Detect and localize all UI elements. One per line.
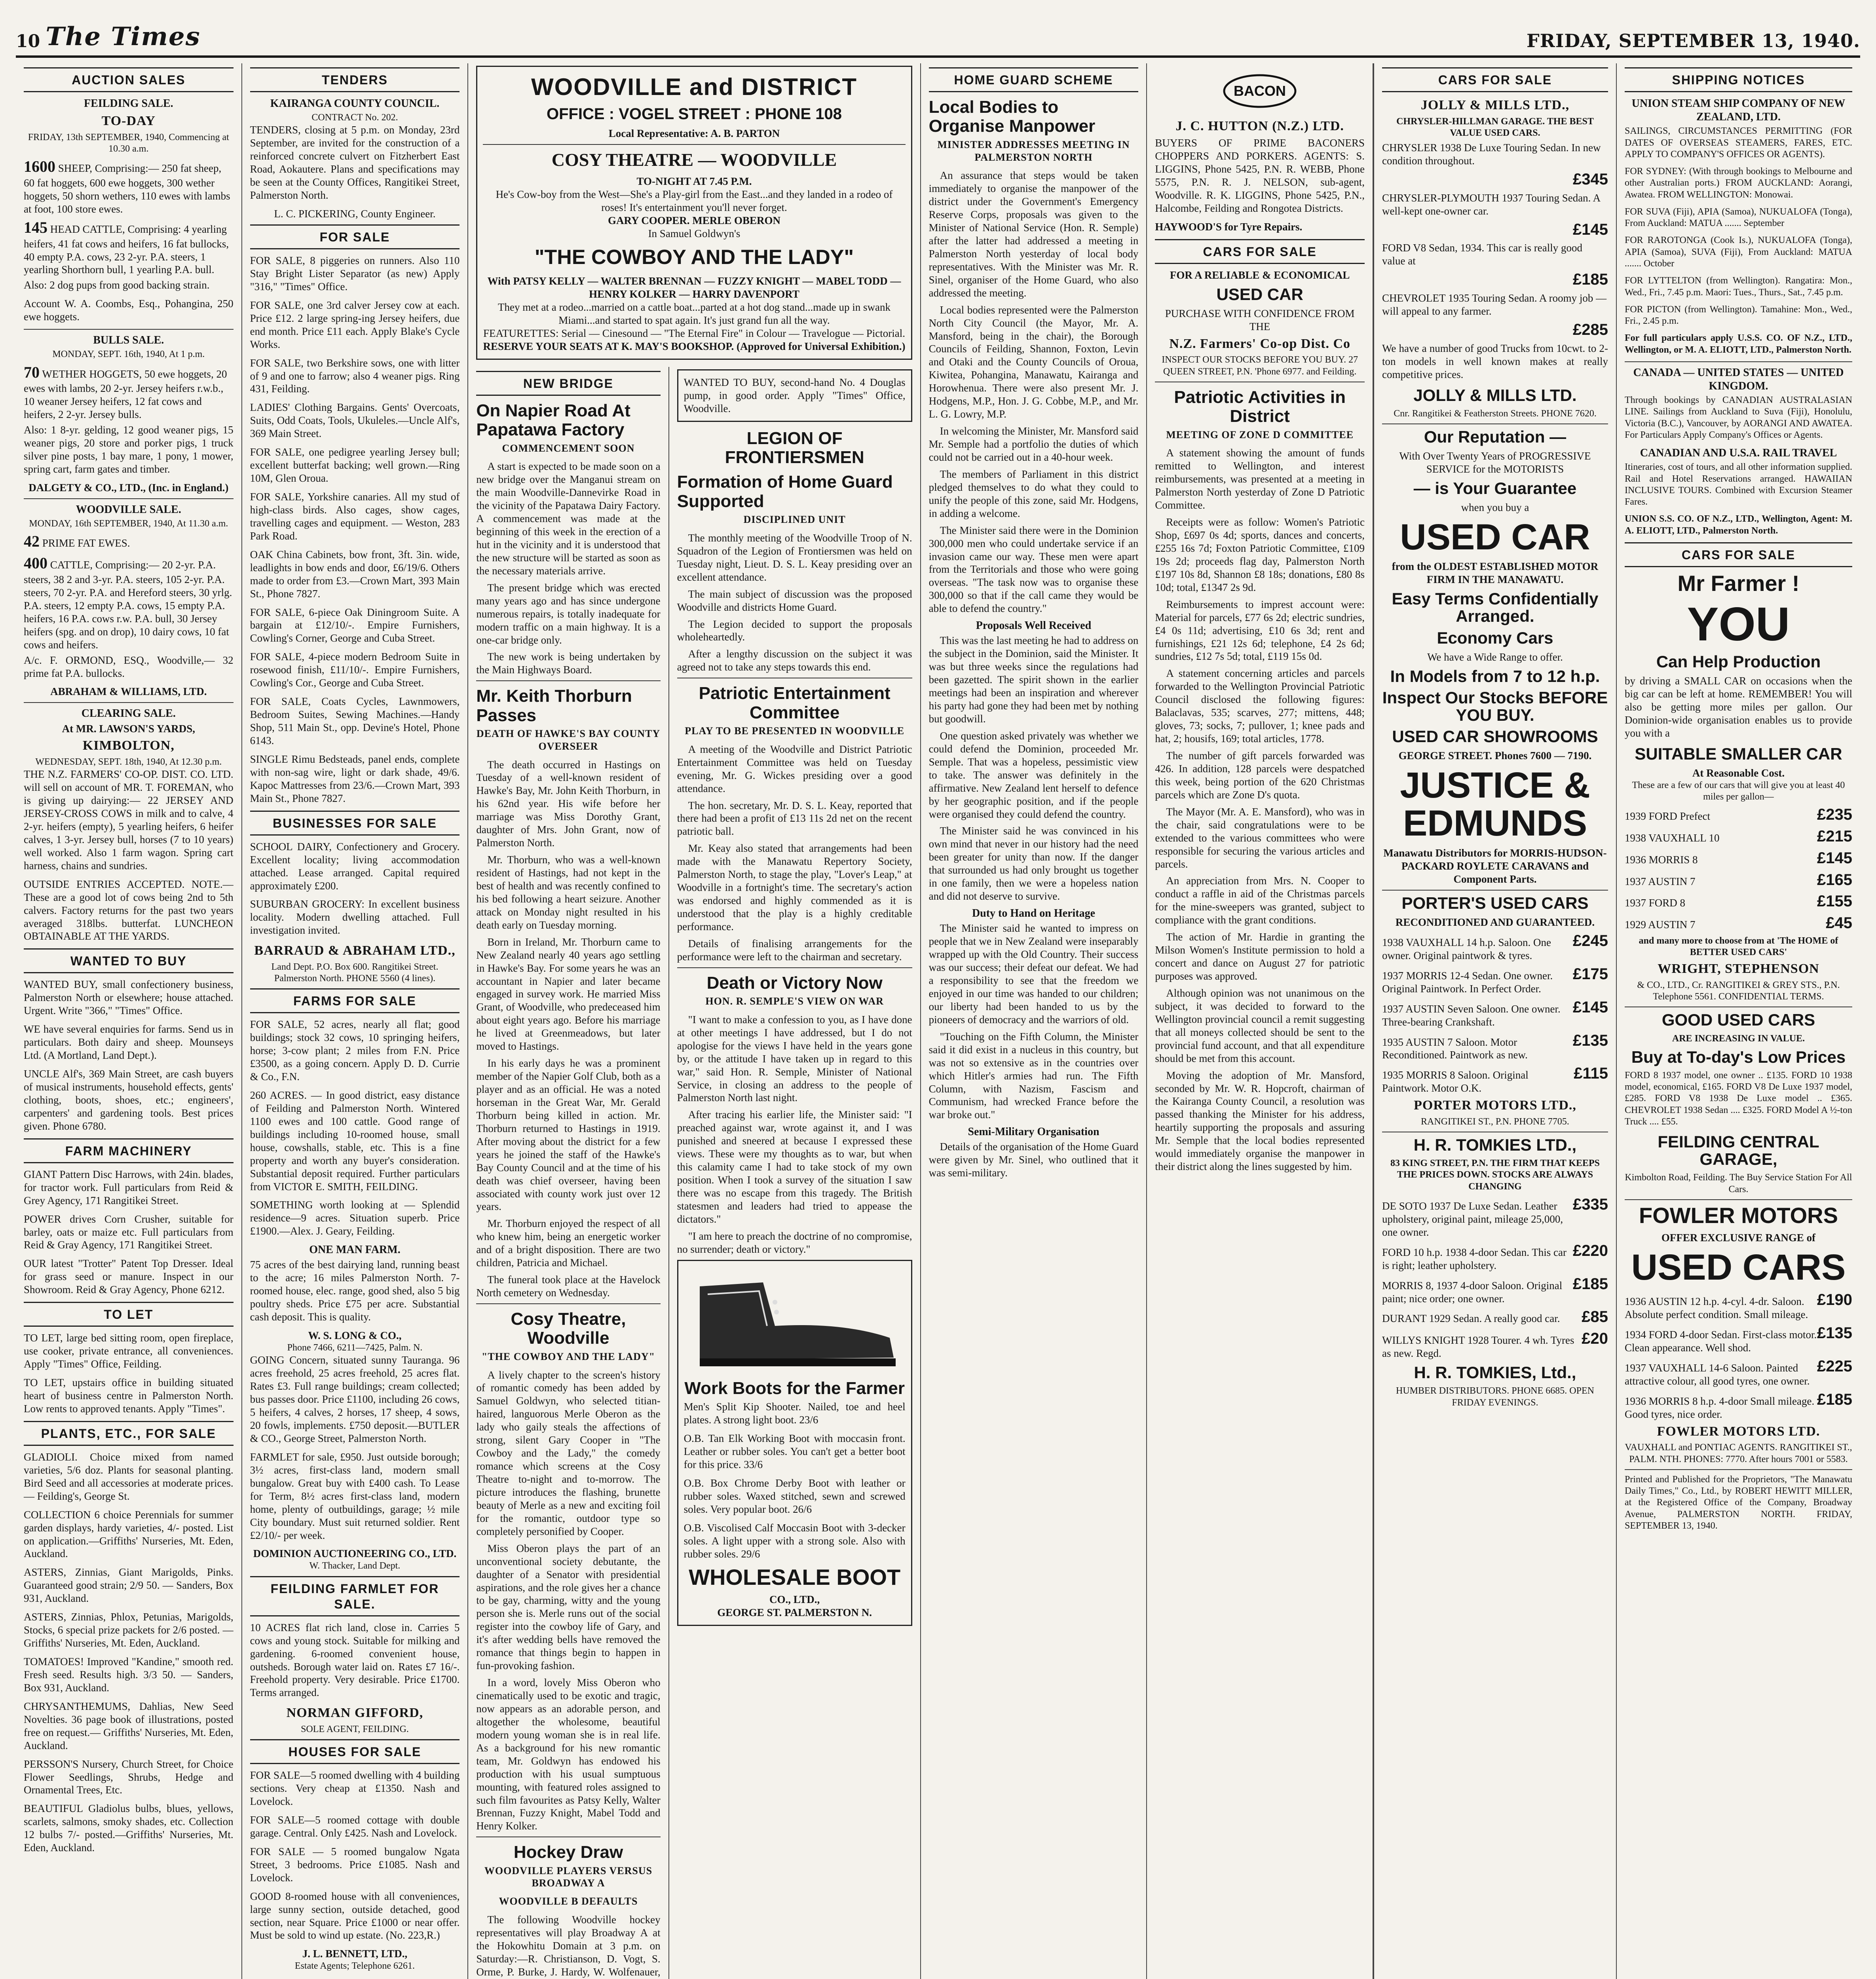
classified-ad: GIANT Pattern Disc Harrows, with 24in. blades, for tractor work. Full particulars from Reid & Grey Agency, 171 Rangitikei Street. (24, 1168, 234, 1206)
shipping-note: Through bookings by CANADIAN AUSTRALASIAN LINE. Sailings from Auckland to Suva (Fiji), Honolulu, Victoria (B.C.), Vancouver, by AORANGI AND AWATEA. For Particulars Apply Company's Offices or Agents. (1625, 395, 1852, 440)
car-listing: 1936 MORRIS 8 £145 (1625, 849, 1852, 867)
classified-ad: ASTERS, Zinnias, Giant Marigolds, Pinks. Guaranteed good strain; 2/9 50. — Sanders, Box 931, Auckland. (24, 1566, 234, 1605)
classified-ad: OAK China Cabinets, bow front, 3ft. 3in. wide, leadlights in bow ends and door, £6/19/6. Others made to order from £3.—Crown Mart, 393 Main St., Phone 7827. (250, 548, 460, 600)
ad-display: In Models from 7 to 12 h.p. (1390, 667, 1600, 686)
dealer-footer: JUSTICE & EDMUNDS (1400, 765, 1590, 844)
theatre-stars: GARY COOPER. MERLE OBERON (608, 214, 781, 226)
classified-ad: 75 acres of the best dairying land, running beast to the acre; 16 miles Palmerston North. 7-roomed house, elec. range, good shed, also 5 big poultry sheds. Price £75 per acre. Substantial cash deposit. This is quality. (250, 1259, 460, 1323)
section-heading: CARS FOR SALE (1625, 542, 1852, 567)
car-listing: 1938 VAUXHALL 14 h.p. Saloon. One owner. Original paintwork & tyres. £245 (1382, 932, 1608, 961)
sale-venue: At MR. LAWSON'S YARDS, (62, 722, 195, 735)
story-body: The Minister said he wanted to impress on people that we in New Zealand were inseparably wrapped up with the Old Country. Their success was our success; their defeat our defeat. We had a responsibility to see that the freedom we enjoyed in our time was handed to our children; our liberty had been handed to us by the pioneers of democracy and the warriors of old. "Touching on the Fifth Column, the Minister said it did exist in a nucleus in this country, but was not so extensive as in the countries over which Hitler's armies had run. The Fifth Column, with Nazism, Fascism and Communism, had wrecked France before the war broke out." (929, 922, 1139, 1121)
car-listing: 1939 FORD Prefect £235 (1625, 806, 1852, 824)
story-body: A lively chapter to the screen's history of romantic comedy has been added by Samuel Goldwyn, who selected titian-haired, languorous Merle Oberon as the lady who gaily steals the affections of strong, silent Gary Cooper in "The Cowboy and the Lady," the comedy romance which screens at the Cosy Theatre to-night and to-morrow. The picture introduces the flashing, brunette beauty of Merle as a new and exciting foil for the romantic, outdoor type so completely personified by Cooper. Miss Oberon plays the part of an unconventional society debutante, the daughter of a Senator with presidential aspirations, and the role gives her a chance to be gay, charming, witty and the young person she is. Merle runs out of the social register into the cowboy life of Gary, and it's after wedding bells have removed the romance that things begin to happen in fun-provoking fashion. In a word, lovely Miss Oberon who cinematically used to be exotic and tragic, now appears as an adorable person, and altogether the wholesome, beautiful modern young woman she is in real life. As a background for his new romantic team, Mr. Goldwyn has endowed his production with his usual sumptuous mounting, with featured roles assigned to such film favourites as Patsy Kelly, Walter Brennan, Fuzzy Knight, Mabel Todd and Henry Kolker. (476, 1369, 661, 1832)
dealer-footer: JOLLY & MILLS LTD. (1413, 386, 1577, 405)
classified-ad: UNCLE Alf's, 369 Main Street, are cash buyers of musical instruments, household effects, gents' clothing, boots, shoes, etc.; engineers', carpenters' and gardening tools. Best prices given. Phone 6780. (24, 1068, 234, 1132)
ad-display: Economy Cars (1437, 628, 1553, 647)
car-listing: 1937 FORD 8 £155 (1625, 893, 1852, 910)
theatre-time: TO-NIGHT AT 7.45 P.M. (636, 175, 752, 188)
classified-ad: TO LET, upstairs office in building situated heart of business centre in Palmerston North. Low rents to approved tenants. Apply "Times". (24, 1377, 234, 1415)
column-cars (1373, 63, 1617, 1979)
masthead (16, 14, 1860, 58)
story-body: The death occurred in Hastings on Tuesday of a well-known resident of Hawke's Bay, Mr. John Keith Thorburn, in his 62nd year. His wife before her marriage was Miss Dorothy Grant, daughter of Mrs. John Grant, now of Palmerston North. Mr. Thorburn, who was a well-known resident of Hastings, had not kept in the best of health and was recently confined to his bed following a heart seizure. Another attack on Monday night resulted in his death early on Tuesday morning. Born in Ireland, Mr. Thorburn came to New Zealand nearly 40 years ago settling in Hawke's Bay. For some years he was an accountant in Napier and later became engaged in survey work. He married Miss Grant, of Woodville, who predeceased him about eight years ago. Before his marriage he lived at Greenmeadows, but later moved to Hastings. In his early days he was a prominent member of the Napier Golf Club, both as a player and as an official. He was a noted horseman in the Great War, Mr. Gerald Thorburn being killed in action. Mr. Thorburn returned to Hastings in 1919. After moving about the district for a few years he joined the staff of the Hawke's Bay County Council and at the time of his death was chief overseer, having been associated with county work just over 12 years. Mr. Thorburn enjoyed the respect of all who knew him, being an energetic worker and of a bright disposition. There are two children, Patricia and Michael. The funeral took place at the Havelock North cemetery on Wednesday. (476, 758, 661, 1299)
dealer-sub: 83 KING STREET, P.N. THE FIRM THAT KEEPS THE PRICES DOWN. STOCKS ARE ALWAYS CHANGING (1390, 1158, 1600, 1192)
classified-ad: WANTED BUY, small confectionery business, Palmerston North or elsewhere; house attached. Urgent. Write "366," "Times" Office. (24, 978, 234, 1017)
ad-line: from the OLDEST ESTABLISHED MOTOR FIRM IN THE MANAWATU. (1392, 560, 1599, 586)
story-body: A meeting of the Woodville and District Patriotic Entertainment Committee was held on Tuesday evening, Mr. G. Wickes presiding over a good attendance. The hon. secretary, Mr. D. S. L. Keay, reported that there had been a profit of £13 11s 2d net on the recent patriotic ball. Mr. Keay also stated that arrangements had been made with the Manawatu Repertory Society, Palmerston North, to stage the play, "Lover's Leap," at Woodville in a fortnight's time. The secretary's action was endorsed and highly commended as it is understood that the play is a highly creditable performance. Details of finalising arrangements for the performance were left to the chairman and secretary. (677, 743, 912, 963)
dealer-address: RANGITIKEI ST., P.N. PHONE 7705. (1421, 1116, 1569, 1127)
film-reserve: RESERVE YOUR SEATS AT K. MAY'S BOOKSHOP. (Approved for Universal Exhibition.) (483, 340, 906, 352)
story-subhead: DISCIPLINED UNIT (743, 514, 846, 526)
shipping-contact: For full particulars apply U.S.S. CO. OF N.Z., LTD., Wellington, or M. A. ELIOTT, LTD., Palmerston North. (1625, 333, 1852, 355)
boot-item: O.B. Box Chrome Derby Boot with leather or rubber soles. Waxed stitched, sewn and screwed soles. Very popular boot. 26/6 (684, 1477, 906, 1515)
wholesale-boot-sub: CO., LTD., (769, 1593, 820, 1606)
ad-display: Inspect Our Stocks BEFORE YOU BUY. (1382, 688, 1608, 724)
column-2 (242, 63, 469, 1979)
ad-display: YOU (1687, 597, 1790, 651)
column-5 (921, 63, 1147, 1979)
sale-town: KIMBOLTON, (82, 738, 175, 753)
car-listing: WILLYS KNIGHT 1928 Tourer. 4 wh. Tyres as new. Regd. £20 (1382, 1330, 1608, 1360)
story-subhead: PLAY TO BE PRESENTED IN WOODVILLE (685, 725, 905, 737)
agent-name: J. L. BENNETT, LTD., (302, 1948, 408, 1960)
story-body: This was the last meeting he had to address on the subject in the Dominion, said the Minister. It was but three weeks since the regulations had been gazetted. The spirit shown in the earlier meetings had been an inspiration and wherever his party had gone they had been met by nothing but goodwill. One question asked privately was whether we could defend the Dominion, proceeded Mr. Semple. That was a hopeless, pessimistic view to take. The answer was definitely in the affirmative. New Zealand lent herself to defence by her geographic position, and if the people were organised they could defend the country. The Minister said he was convinced in his own mind that never in our history had the need been greater for unity than now. If the danger that surrounded us had only brought us together in one family, then we were a hopeless nation and did not deserve to survive. (929, 634, 1139, 902)
story-subhead: WOODVILLE B DEFAULTS (499, 1895, 638, 1907)
sale-title: BULLS SALE. (93, 334, 164, 347)
column-shipping (1617, 63, 1860, 1979)
ad-line: and many more to choose from at 'The HOME of BETTER USED CARS' (1639, 935, 1838, 958)
wholesale-boot-address: GEORGE ST. PALMERSTON N. (717, 1607, 872, 1619)
agent-phone: Phone 7466, 6211—7425, Palm. N. (287, 1343, 423, 1353)
section-heading: TO LET (24, 1302, 234, 1327)
agent-sub: SOLE AGENT, FEILDING. (301, 1724, 409, 1734)
ad-address: INSPECT OUR STOCKS BEFORE YOU BUY. 27 QUEEN STREET, P.N. 'Phone 6977. and Feilding. (1162, 355, 1358, 377)
sale-date: WEDNESDAY, SEPT. 18th, 1940, At 12.30 p.m. (35, 756, 222, 767)
section-heading: PLANTS, ETC., FOR SALE (24, 1421, 234, 1446)
tender-signature: L. C. PICKERING, County Engineer. (274, 208, 436, 220)
story-headline: Local Bodies to Organise Manpower (929, 97, 1096, 136)
dealer-name: FEILDING CENTRAL GARAGE, (1658, 1132, 1819, 1169)
classified-ad: FOR SALE, 6-piece Oak Diningroom Suite. A bargain at £12/10/-. Empire Furnishers, Cowling's Corner, George and Cuba Street. (250, 606, 460, 644)
classified-ad: FOR SALE—5 roomed dwelling with 4 building sections. Very cheap at £1350. Nash and Lovelock. (250, 1769, 460, 1807)
ad-line: Manawatu Distributors for MORRIS-HUDSON-PACKARD ROYLETE CARAVANS and Component Parts. (1383, 847, 1607, 885)
hutton-body: BUYERS OF PRIME BACONERS CHOPPERS AND PORKERS. AGENTS: S. LIGGINS, Phone 5425, P.N. R. WEBB, Phone 5575, P.N. R. J. NELSON, sub-agent, Woodville. R. K. LIGGINS, Phone 5425, P.N., Halcombe, Feilding and Rongotea Districts. (1155, 137, 1365, 215)
boot-ad (677, 1260, 912, 1626)
dealer-address: HUMBER DISTRIBUTORS. PHONE 6685. OPEN FRIDAY EVENINGS. (1396, 1386, 1594, 1408)
ad-line: OFFER EXCLUSIVE RANGE of (1661, 1231, 1816, 1244)
theatre-name: COSY THEATRE — WOODVILLE (551, 149, 837, 170)
story-headline: Patriotic Activities in District (1174, 387, 1346, 426)
car-listing: 1937 MORRIS 12-4 Sedan. One owner. Original Paintwork. In Perfect Order. £175 (1382, 965, 1608, 995)
dealer-name: PORTER'S USED CARS (1401, 893, 1589, 912)
story-body: Details of the organisation of the Home Guard were given by Mr. Sinel, who outlined that it was semi-military. (929, 1141, 1139, 1179)
story-headline: Cosy Theatre, Woodville (511, 1309, 626, 1348)
classified-ad: HAYWOOD'S for Tyre Repairs. (1155, 221, 1303, 233)
section-heading: FARMS FOR SALE (250, 988, 460, 1013)
story-headline: Hockey Draw (513, 1842, 623, 1862)
car-listing: FORD V8 Sedan, 1934. This car is really good value at £185 (1382, 242, 1608, 289)
story-headline: Formation of Home Guard Supported (677, 472, 893, 511)
auctioneer: ABRAHAM & WILLIAMS, LTD. (50, 686, 207, 698)
car-listing: 1937 AUSTIN 7 £165 (1625, 871, 1852, 889)
car-listing: 1936 AUSTIN 12 h.p. 4-cyl. 4-dr. Saloon. Absolute perfect condition. Small mileage. £190 (1625, 1291, 1852, 1321)
classified-ad: FOR SALE, one 3rd calver Jersey cow at each. Price £12. 2 large spring-ing Jersey heifers, due end month. Price £11 each. Apply Blake's Cycle Works. (250, 299, 460, 350)
car-listing: 1938 VAUXHALL 10 £215 (1625, 827, 1852, 845)
section-heading: SHIPPING NOTICES (1625, 67, 1852, 92)
story-kicker: NEW BRIDGE (476, 371, 660, 396)
car-listing: 1936 MORRIS 8 h.p. 4-door Small mileage. Good tyres, nice order. £185 (1625, 1390, 1852, 1420)
section-heading: AUCTION SALES (24, 67, 234, 92)
box-rep: Local Representative: A. B. PARTON (608, 127, 780, 139)
wholesale-boot-name: WHOLESALE BOOT (689, 1565, 901, 1590)
story-subhead: "THE COWBOY AND THE LADY" (481, 1350, 655, 1362)
ad-display: USED CAR SHOWROOMS (1392, 727, 1598, 746)
classified-ad: TO LET, large bed sitting room, open fireplace, use cooker, private entrance, all conveniences. Apply "Times" Office, Feilding. (24, 1332, 234, 1370)
ad-text: OUTSIDE ENTRIES ACCEPTED. NOTE.—These are a good lot of cows being 2nd to 5th calvers. Factory returns for the past two years averaged 318lbs. butterfat. LUNCHEON OBTAINABLE AT THE YARDS. (24, 878, 234, 942)
dealer-sub: CHRYSLER-HILLMAN GARAGE. THE BEST VALUE USED CARS. (1396, 116, 1594, 138)
sale-date: FRIDAY, 13th SEPTEMBER, 1940, Commencing at 10.30 a.m. (28, 132, 229, 154)
shipping-note: Itineraries, cost of tours, and all other information supplied. Rail and Hotel Reservations arranged. HAWAIIAN INCLUSIVE TOURS. Combined with Excursion Steamer Fares. (1625, 462, 1852, 507)
story-crosshead: Duty to Hand on Heritage (972, 907, 1096, 920)
story-headline: Patriotic Entertainment Committee (699, 684, 891, 722)
sale-day: TO-DAY (101, 114, 156, 129)
section-heading: BUSINESSES FOR SALE (250, 811, 460, 836)
dealer-name: JOLLY & MILLS LTD., (1420, 98, 1570, 113)
dealer-sub: RECONDITIONED AND GUARANTEED. (1395, 916, 1595, 928)
car-listing: 1935 AUSTIN 7 Saloon. Motor Reconditioned. Paintwork as new. £135 (1382, 1031, 1608, 1061)
classified-ad: FOR SALE, two Berkshire sows, one with litter of 9 and one to farrow; also 4 weaner pigs. Ring 431, Feilding. (250, 357, 460, 395)
classified-ad: CHRYSANTHEMUMS, Dahlias, New Seed Novelties. 36 page book of illustrations, posted free on request.— Griffiths' Nurseries, Mt. Eden, Auckland. (24, 1700, 234, 1751)
story-crosshead: Proposals Well Received (976, 619, 1092, 632)
classified-ad: FOR SALE—5 roomed cottage with double garage. Central. Only £425. Nash and Lovelock. (250, 1814, 460, 1839)
story-body: The following Woodville hockey representatives will play Broadway A at the Hokowhitu Domain at 3 p.m. on Saturday:—R. Christianson, D. Vogt, S. Orme, P. Burke, J. Hardy, W. Wolfenauer, (476, 1913, 661, 1978)
story-crosshead: Semi-Military Organisation (968, 1126, 1099, 1138)
dealer-address: & CO., LTD., Cr. RANGITIKEI & GREY STS., P.N. Telephone 5561. CONFIDENTIAL TERMS. (1637, 980, 1840, 1002)
lot-item: 42 PRIME FAT EWES. (24, 532, 130, 551)
story-subhead: DEATH OF HAWKE'S BAY COUNTY OVERSEER (476, 728, 661, 752)
classified-ad: WE have several enquiries for farms. Send us in particulars. Both dairy and sheep. Mounseys Ltd. (A Mortland, Land Dept.). (24, 1023, 234, 1062)
section-heading: WANTED TO BUY (24, 948, 234, 973)
ad-company: N.Z. Farmers' Co-op Dist. Co (1169, 336, 1350, 351)
lot-item: 400 CATTLE, Comprising:— 20 2-yr. P.A. steers, 38 2 and 3-yr. P.A. steers, 105 2-yr. P.A. steers, 70 2-yr. P.A. and Hereford steers, 30 yrlg. P.A. steers, 12 empty P.A. cows, 15 empty P.A. heifers, 16 P.A. cows r.w. P.A. bull, 30 Jersey heifers (spg. and on drop), 10 dairy cows, 10 fat cows and heifers. (24, 554, 232, 651)
film-featurettes: FEATURETTES: Serial — Cinesound — "The Eternal Fire" in Colour — Travelogue — Pictorial. (483, 327, 905, 339)
story-body: A statement showing the amount of funds remitted to Wellington, and interest reimbursements, was presented at a meeting in Palmerston North yesterday of Zone D Patriotic Committee. Receipts were as follow: Women's Patriotic Shop, £697 0s 4d; sports, dances and concerts, £255 16s 7d; Foxton Patriotic Committee, £109 19s 2d; proceeds flag day, Palmerston North £197 10s 8d, Shannon £8 18s; donations, £80 8s 10d; total, £1347 2s 9d. Reimbursements to imprest account were: Material for parcels, £77 6s 2d; electric sundries, £4 0s 11d; advertising, £10 6s 3d; rent and furnishings, £21 12s 6d; telephone, £4 2s 6d; sundries, £12 7s 5d; total, £119 15s 0d. A statement concerning articles and parcels forwarded to the Wellington Provincial Patriotic Council disclosed the following figures: Balaclavas, 535; scarves, 277; mittens, 448; gloves, 73; socks, 7; pullover, 1; knee pads and hat, 2; housifs, 169; total articles, 1778. The number of gift parcels forwarded was 426. In addition, 128 parcels were despatched this week, being portion of the 620 Christmas parcels which are Zone D's quota. The Mayor (Mr. A. E. Mansford), who was in the chair, said congratulations were to be extended to the various committees who were responsible for securing the various articles and parcels. An appreciation from Mrs. N. Cooper to conduct a raffle in aid of the Christmas parcels for the mine-sweepers was granted, subject to compliance with the grant conditions. The action of Mr. Hardie in granting the Milson Women's Institute permission to hold a concert and dance on August 27 for patriotic purposes was approved. Although opinion was not unanimous on the subject, it was decided to forward to the Wellington provincial council a remit suggesting that all moneys collected should be sent to the provincial fund account, and that all expenditure should be met from this account. Moving the adoption of Mr. Mansford, seconded by Mr. W. R. Hopcroft, chairman of the Kairanga County Council, a resolution was passed thanking the Minister for his address, heartily supporting the proposals and assuring Mr. Semple that the local bodies represented would immediately organise the manpower in their district along the lines suggested by him. (1155, 447, 1365, 1173)
issue-date: FRIDAY, SEPTEMBER 13, 1940. (1527, 30, 1860, 51)
ad-line: when you buy a (1461, 501, 1529, 513)
car-listing: CHRYSLER 1938 De Luxe Touring Sedan. In new condition throughout. £345 (1382, 142, 1608, 188)
ad-display: SUITABLE SMALLER CAR (1635, 744, 1842, 763)
ad-text: THE N.Z. FARMERS' CO-OP. DIST. CO. LTD. will sell on account of MR. T. FOREMAN, who is giving up dairying:— 22 JERSEY AND JERSEY-CROSS COWS in milk and to calve, 4 2-yr. heifers (empty), 5 yearling heifers, 6 heifer calves, 1 3-yr. Jersey bull, horses (7 to 10 years) well worked. Also 1 farm wagon. Spring cart harness, chains and sundries. (24, 768, 234, 872)
story-subhead: MEETING OF ZONE D COMMITTEE (1166, 429, 1354, 441)
section-heading: CARS FOR SALE (1155, 239, 1365, 264)
classified-ad: PERSSON'S Nursery, Church Street, for Choice Flower Seedlings, Shrubs, Hedge and Ornamental Trees, Etc. (24, 1758, 234, 1796)
ad-line: We have a Wide Range to offer. (1427, 651, 1563, 663)
classified-ad: OUR latest "Trotter" Patent Top Dresser. Ideal for grass seed or manure. Inspect in our Showroom. Reid & Gray Agency, Phone 6212. (24, 1257, 234, 1296)
boot-ad-title: Work Boots for the Farmer (684, 1378, 905, 1398)
classified-ad: 260 ACRES. — In good district, easy distance of Feilding and Palmerston North. Wintered 1100 ewes and 100 cattle. Good range of buildings including 10-roomed house, small house, cowshalls, stable, etc. This is a fine property and worth any buyer's consideration. Substantial deposit required. Further particulars from VICTOR E. SMITH, FEILDING. (250, 1089, 460, 1193)
lot-item: 1600 SHEEP, Comprising:— 250 fat sheep, 60 fat hoggets, 600 ewe hoggets, 300 wether hoggets, 50 shorn wethers, 110 ewes with lambs at foot, 100 store ewes. (24, 158, 230, 215)
story-body: An assurance that steps would be taken immediately to organise the manpower of the district under the Government's Emergency Reserve Corps, proposals was given to the Minister of National Service (Hon. R. Semple) after the latter had addressed a meeting in Palmerston North yesterday of local body representatives. With the Minister was Mr. R. Sinel, organiser of the Home Guard, who also addressed the meeting. Local bodies represented were the Palmerston North City Council (the Mayor, Mr. A. Mansford, being in the chair), the Borough Councils of Feilding, Shannon, Foxton, Levin and Otaki and the County Councils of Oroua, Kiwitea, Pohangina, Manawatu, Kairanga and Horowhenua. There were also present Mr. J. Hodgens, M.P., Hon. J. G. Cobbe, M.P., and Mr. L. G. Lowry, M.P. In welcoming the Minister, Mr. Mansford said Mr. Semple had a portfolio the duties of which could not be carried out in a 40-hour week. The members of Parliament in this district pledged themselves to do what they could to unify the people of this zone, said Mr. Hodgens, in adding a welcome. The Minister said there were in the Dominion 300,000 men who could undertake service if an invasion came our way. These men were apart from the Territorials and those who were going overseas. "The task now was to organise these 300,000 so that if the call came they would be able to defend the country." (929, 169, 1139, 615)
car-list: FORD 8 1937 model, one owner .. £135. FORD 10 1938 model, economical, £165. FORD V8 De Luxe 1937 model, £285. FORD V8 1938 De Luxe model .. £365. CHEVROLET 1938 Sedan .... £325. FORD Model A ½-ton Truck .... £55. (1625, 1070, 1852, 1127)
hutton-logo (1155, 67, 1365, 114)
ad-display: Buy at To-day's Low Prices (1631, 1047, 1846, 1066)
ad-display: GOOD USED CARS (1661, 1010, 1815, 1029)
shipping-route: FOR PICTON (from Wellington). Tamahine: Mon., Wed., Fri., 2.45 p.m. (1625, 304, 1852, 327)
boot-item: Men's Split Kip Shooter. Nailed, toe and heel plates. A strong light boot. 23/6 (684, 1401, 906, 1426)
classified-ad: FOR SALE, 52 acres, nearly all flat; good buildings; stock 32 cows, 10 springing heifers, horse; 3-cow plant; 2 miles from F.N. Price £3500, as a going concern. Apply D. D. Currie & Co., F.N. (250, 1018, 460, 1083)
section-heading: TENDERS (250, 67, 460, 92)
dealer-address: Cnr. Rangitikei & Featherston Streets. PHONE 7620. (1394, 408, 1597, 419)
box-office: OFFICE : VOGEL STREET : PHONE 108 (546, 105, 842, 123)
ad-display: Our Reputation — (1424, 427, 1566, 446)
tender-council: KAIRANGA COUNTY COUNCIL. (270, 97, 440, 110)
shipping-note: SAILINGS, CIRCUMSTANCES PERMITTING (FOR DATES OF OVERSEAS STEAMERS, FARES, ETC. APPLY TO COMPANY'S OFFICES OR AGENTS). (1625, 126, 1852, 160)
classified-ad: SUBURBAN GROCERY: In excellent business locality. Modern dwelling attached. Full investigation invited. (250, 898, 460, 936)
box-title: WOODVILLE and DISTRICT (531, 74, 857, 100)
classified-ad: POWER drives Corn Crusher, suitable for barley, oats or maize etc. Full particulars from Reid & Gray Agency, 171 Rangitikei Street. (24, 1213, 234, 1251)
car-listing: 1929 AUSTIN 7 £45 (1625, 914, 1852, 932)
tender-contract: CONTRACT No. 202. (311, 112, 398, 123)
boot-item: O.B. Viscolised Calf Moccasin Boot with 3-decker soles. A light upper with a strong sole. Also with rubber soles. 29/6 (684, 1521, 906, 1560)
agent-name: W. S. LONG & CO., (308, 1329, 402, 1342)
ad-line: With Over Twenty Years of PROGRESSIVE SERVICE for the MOTORISTS (1399, 450, 1591, 475)
tender-body: TENDERS, closing at 5 p.m. on Monday, 23rd September, are invited for the construction of a reinforced concrete culvert on Fitzherbert East Road, Aokautere. Plans and specifications may be seen at the County Offices, Rangitikei Street, Palmerston North. (250, 124, 460, 201)
classified-ad: FARMLET for sale, £950. Just outside borough; 3½ acres, first-class land, modern small bungalow. Great buy with £400 cash. To Lease for Term, 8½ acres first-class land, modern home, plenty of outbuildings, garage; ½ mile City boundary. Must suit returned soldier. Rent £2/10/- per week. (250, 1451, 460, 1541)
section-heading: FEILDING FARMLET FOR SALE. (250, 1576, 460, 1616)
ad-line: PURCHASE WITH CONFIDENCE FROM THE (1165, 308, 1355, 332)
agent-signature: W. Thacker, Land Dept. (309, 1561, 401, 1571)
classified-ad: ASTERS, Zinnias, Phlox, Petunias, Marigolds, Stocks, 6 special prize packets for 2/6 posted. —Griffiths' Nurseries, Mt. Eden, Auckland. (24, 1611, 234, 1649)
shipping-route: FOR SYDNEY: (With through bookings to Melbourne and other Australian ports.) FROM AUCKLAND: Aorangi, Awatea. FROM WELLINGTON: Monowai. (1625, 166, 1852, 200)
ad-display: — is Your Guarantee (1413, 479, 1577, 498)
theatre-blurb: He's Cow-boy from the West—She's a Play-girl from the East...and they landed in a rodeo of roses! It's entertainment you'll never forget. (496, 188, 893, 213)
story-subhead: WOODVILLE PLAYERS VERSUS BROADWAY A (484, 1865, 653, 1889)
woodville-district-box (476, 66, 912, 360)
agent-name: DOMINION AUCTIONEERING CO., LTD. (253, 1548, 457, 1560)
shipping-route: FOR LYTTELTON (from Wellington). Rangatira: Mon., Wed., Fri., 7.45 p.m. Maori: Tues., Thurs., Sat., 7.45 p.m. (1625, 275, 1852, 298)
classified-ad: FOR SALE, 4-piece modern Bedroom Suite in rosewood finish, £11/10/-. Empire Furnishers, Cowling's Cor., George and Cuba Street. (250, 651, 460, 689)
ad-text: Also: 2 dog pups from good backing strain. (24, 279, 210, 291)
ad-display: Easy Terms Confidentially Arranged. (1392, 589, 1599, 626)
car-listing: CHRYSLER-PLYMOUTH 1937 Touring Sedan. A well-kept one-owner car. £145 (1382, 192, 1608, 238)
dealer-name: WRIGHT, STEPHENSON (1658, 961, 1819, 976)
ad-display: Can Help Production (1656, 652, 1821, 671)
story-subhead: MINISTER ADDRESSES MEETING IN PALMERSTON NORTH (937, 139, 1130, 163)
dealer-address: Kimbolton Road, Feilding. The Buy Service Station For All Cars. (1625, 1172, 1852, 1195)
right-columns (1373, 63, 1860, 1979)
pig-logo-icon (1216, 67, 1303, 111)
car-listing: 1934 FORD 4-door Sedan. First-class motor. Clean appearance. Well shod. £135 (1625, 1324, 1852, 1354)
ad-heading: ONE MAN FARM. (309, 1244, 401, 1256)
dealer-address: VAUXHALL and PONTIAC AGENTS. RANGITIKEI ST., PALM. NTH. PHONES: 7770. After hours 7001 or 5583. (1625, 1442, 1852, 1464)
story-headline: Mr. Keith Thorburn Passes (476, 686, 632, 725)
ad-display: USED CAR (1400, 517, 1590, 557)
classified-ad: SINGLE Rimu Bedsteads, panel ends, complete with non-sag wire, light or dark shade, 49/6. Kapoc Mattresses from 23/6.—Crown Mart, 393 Main St., Phone 7827. (250, 753, 460, 804)
ad-display: Mr Farmer ! (1677, 571, 1800, 596)
shipping-route: FOR SUVA (Fiji), APIA (Samoa), NUKUALOFA (Tonga), From Auckland: MATUA ....... September (1625, 206, 1852, 229)
car-listing: 1937 AUSTIN Seven Saloon. One owner. Three-bearing Crankshaft. £145 (1382, 998, 1608, 1028)
column-3-stories (468, 367, 669, 1979)
classified-ad: FOR SALE, Coats Cycles, Lawnmowers, Bedroom Suites, Sewing Machines.—Handy Shop, 511 Main St., opp. Devine's Hotel, Phone 6143. (250, 695, 460, 746)
column-4 (669, 367, 920, 1979)
classified-ad: SCHOOL DAIRY, Confectionery and Grocery. Excellent locality; living accommodation attached. Lease arranged. Capital required approximately £200. (250, 840, 460, 892)
column-1 (16, 63, 242, 1979)
dealer-name: H. R. TOMKIES LTD., (1413, 1136, 1577, 1155)
agent-name: BARRAUD & ABRAHAM LTD., (254, 943, 456, 958)
imprint: Printed and Published for the Proprietors, "The Manawatu Daily Times," Co., Ltd., by ROBERT HEWITT MILLER, at the Registered Office of the Company, Broadway Avenue, PALMERSTON NORTH. FRIDAY, SEPTEMBER 13, 1940. (1625, 1474, 1852, 1531)
story-body: A start is expected to be made soon on a new bridge over the Manganui stream on the main Woodville-Dannevirke Road in the vicinity of the Papatawa Dairy Factory. A commencement was made at the beginning of this week in the erection of a hut in the vicinity and it is understood that the new structure will be started as soon as the necessary materials arrive. The present bridge which was erected many years ago and has since undergone numerous repairs, is totally inadequate for modern traffic on a main highway. It is a one-car bridge only. The new work is being undertaken by the Main Highways Board. (476, 460, 661, 676)
classified-ad: BEAUTIFUL Gladiolus bulbs, blues, yellows, scarlets, salmons, smoky shades, etc. Collection 12 bulbs 7/- posted.—Griffiths' Nurseries, Mt. Eden, Auckland. (24, 1802, 234, 1854)
columns (16, 63, 1373, 1979)
dealer-name: FOWLER MOTORS (1639, 1202, 1838, 1228)
car-listing: 1935 MORRIS 8 Saloon. Original Paintwork. Motor O.K. £115 (1382, 1065, 1608, 1094)
classified-ad: SOMETHING worth looking at — Splendid residence—9 acres. Situation superb. Price £1900.—Alex. J. Geary, Feilding. (250, 1199, 460, 1237)
story-body: "I want to make a confession to you, as I have done at other meetings I have addressed, but I do not apologise for the views I have held in the years gone by, or the attitude I have taken up in regard to this war," said Hon. R. Semple, Minister of National Service, in closing an address to the people of Palmerston North last night. After tracing his earlier life, the Minister said: "I preached against war, wrote against it, and I was punished and sneered at because I expressed these views. These were my thoughts as to war, but when this calamity came I had to take stock of my own position. When I took a survey of the situation I saw there was no escape from this tragedy. The British statesmen and leaders had tried to appease the dictators." "I am here to preach the doctrine of no compromise, no surrender; death or victory." (677, 1013, 912, 1255)
boot-item: O.B. Tan Elk Working Boot with moccasin front. Leather or rubber soles. You can't get a better boot for this price. 33/6 (684, 1432, 906, 1470)
agent-sub: Estate Agents; Telephone 6261. (294, 1961, 415, 1971)
ad-text: Account W. A. Coombs, Esq., Pohangina, 250 ewe hoggets. (24, 298, 234, 323)
car-listing: MORRIS 8, 1937 4-door Saloon. Original paint; nice order; one owner. £185 (1382, 1275, 1608, 1305)
sale-title: WOODVILLE SALE. (76, 503, 181, 516)
ad-text: A/c. F. ORMOND, ESQ., Woodville,— 32 prime fat P.A. bullocks. (24, 654, 234, 679)
story-headline: On Napier Road At Papatawa Factory (476, 401, 630, 440)
shipping-company: CANADA — UNITED STATES — UNITED KINGDOM. (1633, 366, 1844, 393)
theatre-producer: In Samuel Goldwyn's (648, 227, 741, 239)
ad-line: These are a few of our cars that will give you at least 40 miles per gallon— (1632, 780, 1845, 802)
classified-ad: GLADIOLI. Choice mixed from named varieties, 5/6 doz. Plants for seasonal planting. Bird Seed and all accessories at moderate prices.— Feilding's, George St. (24, 1451, 234, 1502)
sale-title: CLEARING SALE. (81, 707, 176, 720)
shipping-route: FOR RAROTONGA (Cook Is.), NUKUALOFA (Tonga), APIA (Samoa), SUVA (Fiji), From Auckland: MATUA ....... October (1625, 235, 1852, 269)
classified-ad: COLLECTION 6 choice Perennials for summer garden displays, hardy varieties, 4/- posted. List on application.—Griffiths' Nurseries, Mt. Eden, Auckland. (24, 1508, 234, 1560)
classified-ad: LADIES' Clothing Bargains. Gents' Overcoats, Suits, Odd Coats, Tools, Ukuleles.—Uncle Alf's, 369 Main Street. (250, 401, 460, 440)
ad-line: FOR A RELIABLE & ECONOMICAL (1170, 269, 1350, 281)
classified-ad: FOR SALE — 5 roomed bungalow Ngata Street, 3 bedrooms. Price £1085. Nash and Lovelock. (250, 1845, 460, 1884)
agent-address: Land Dept. P.O. Box 600. Rangitikei Street. Palmerston North. PHONE 5560 (4 lines). (271, 961, 439, 984)
shipping-contact: UNION S.S. CO. OF N.Z., LTD., Wellington, Agent: M. A. ELIOTT, LTD., Palmerston North. (1625, 514, 1852, 536)
auctioneer: DALGETY & CO., LTD., (Inc. in England.) (28, 482, 229, 494)
classified-ad: FOR SALE, 8 piggeries on runners. Also 110 Stay Bright Lister Separator (as new) Apply "316," "Times" Office. (250, 254, 460, 292)
story-kicker: HOME GUARD SCHEME (929, 67, 1139, 92)
section-heading: CARS FOR SALE (1382, 67, 1608, 92)
classified-ad: 10 ACRES flat rich land, close in. Carries 5 cows and young stock. Suitable for milking and gardening. 6-roomed convenient house, outsheds. Borough water laid on. Rates £7 16/-. Freehold property. Very desirable. Price £1700. Terms arranged. (250, 1621, 460, 1699)
classified-ad: WANTED TO BUY, second-hand No. 4 Douglas pump, in good order. Apply "Times" Office, Woodville. (677, 369, 912, 422)
car-listing: DE SOTO 1937 De Luxe Sedan. Leather upholstery, original paint, mileage 25,000, one owner. £335 (1382, 1195, 1608, 1238)
lot-item: 145 HEAD CATTLE, Comprising: 4 yearling heifers, 41 fat cows and heifers, 16 fat bullocks, 40 empty P.A. cows, 23 2-yr. P.A. steers, 1 yearling Shorthorn bull, 1 yearling P.A. bull. (24, 218, 229, 276)
column-6 (1147, 63, 1373, 1979)
classified-ad: GOING Concern, situated sunny Tauranga. 96 acres freehold, 25 acres freehold, 25 acres flat. Rates £3. Full range buildings; cream collected; bus passes door. Price £1100, including 26 cows, 5 heifers, 4 calves, 2 horses, 17 sheep, 4 sows, 20 fowls, implements. £750 deposit.—BUTLER & CO., George Street, Palmerston North. (250, 1354, 460, 1444)
section-heading: FARM MACHINERY (24, 1138, 234, 1163)
film-blurb: They met at a rodeo...married on a cattle boat...parted at a hot dog stand...made up in swank Miami...and started to spat again. It's just grand fun all the way. (498, 301, 891, 326)
story-subhead: HON. R. SEMPLE'S VIEW ON WAR (705, 995, 884, 1007)
car-listing: 1937 VAUXHALL 14-6 Saloon. Painted attractive colour, all good tyres, one owner. £225 (1625, 1358, 1852, 1387)
story-body: The monthly meeting of the Woodville Troop of N. Squadron of the Legion of Frontiersmen was held on Tuesday night, Lieut. D. S. L. Keay presiding over an excellent attendance. The main subject of discussion was the proposed Woodville and districts Home Guard. The Legion decided to support the proposals wholeheartedly. After a lengthy discussion on the subject it was agreed not to take any steps towards this end. (677, 532, 912, 673)
shipping-company: CANADIAN AND U.S.A. RAIL TRAVEL (1640, 447, 1837, 460)
column-3 (468, 63, 921, 1979)
svg-text:BACON: BACON (1234, 83, 1286, 99)
sale-title: FEILDING SALE. (84, 97, 173, 110)
film-title: "THE COWBOY AND THE LADY" (534, 245, 854, 269)
sale-date: MONDAY, SEPT. 16th, 1940, At 1 p.m. (52, 349, 205, 360)
dealer-note: We have a number of good Trucks from 10cwt. to 2-ton models in well known makes at really competitive prices. (1382, 342, 1608, 380)
ad-display: USED CARS (1631, 1247, 1846, 1288)
car-listing: FORD 10 h.p. 1938 4-door Sedan. This car is right; leather upholstery. £220 (1382, 1242, 1608, 1271)
hutton-name: J. C. HUTTON (N.Z.) LTD. (1175, 118, 1344, 133)
shipping-company: UNION STEAM SHIP COMPANY OF NEW ZEALAND, LTD. (1631, 97, 1846, 123)
lot-item: 70 WETHER HOGGETS, 50 ewe hoggets, 20 ewes with lambs, 20 2-yr. Jersey heifers r.w.b., 10 weaner Jersey heifers, 12 fat cows and heifers, 2 2-yr. Jersey bulls. (24, 363, 227, 421)
dealer-footer: H. R. TOMKIES, Ltd., (1414, 1363, 1576, 1382)
classified-ad: FOR SALE, one pedigree yearling Jersey bull; excellent butterfat backing; well grown.—Ring 10M, Glen Oroua. (250, 446, 460, 484)
dealer-footer: FOWLER MOTORS LTD. (1657, 1424, 1820, 1439)
car-listing: DURANT 1929 Sedan. A really good car. £85 (1382, 1308, 1608, 1326)
ad-line: At Reasonable Cost. (1692, 767, 1785, 779)
agent-name: NORMAN GIFFORD, (286, 1706, 423, 1721)
ad-text: by driving a SMALL CAR on occasions when the big car can be left at home. REMEMBER! You will also be getting more miles per gallon. Our Dominion-wide organisation enables us to provide you with a (1625, 674, 1852, 739)
ad-display: USED CAR (1216, 285, 1303, 304)
car-listing: CHEVROLET 1935 Touring Sedan. A roomy job — will appeal to any farmer. £285 (1382, 292, 1608, 338)
boot-illustration-icon (684, 1271, 906, 1373)
ad-line: GEORGE STREET. Phones 7600 — 7190. (1398, 749, 1592, 762)
story-kicker: LEGION OF FRONTIERSMEN (725, 428, 864, 467)
classified-ad: GOOD 8-roomed house with all conveniences, large sunny section, outside detached, good section, near Square. Price £1000 or near offer. Must be sold to wind up estate. (No. 223,R.) (250, 1890, 460, 1941)
story-headline: Death or Victory Now (706, 973, 883, 993)
page-number: 10 (16, 31, 40, 51)
film-cast: With PATSY KELLY — WALTER BRENNAN — FUZZY KNIGHT — MABEL TODD — HENRY KOLKER — HARRY DAVENPORT (487, 275, 901, 300)
ad-text: Also: 1 8-yr. gelding, 12 good weaner pigs, 15 weaner pigs, 20 store and porker pigs, 1 truck silver pine posts, 1 bay mare, 1 pony, 1 mower, spring cart, farm gates and timber. (24, 424, 234, 475)
sale-date: MONDAY, 16th SEPTEMBER, 1940, At 11.30 a.m. (29, 518, 228, 529)
paper-logo: The Times (46, 22, 201, 51)
ad-line: ARE INCREASING IN VALUE. (1672, 1033, 1805, 1044)
section-heading: FOR SALE (250, 224, 460, 249)
story-subhead: COMMENCEMENT SOON (502, 442, 635, 454)
section-heading: HOUSES FOR SALE (250, 1739, 460, 1764)
classified-ad: FOR SALE, Yorkshire canaries. All my stud of high-class birds. Also cages, show cages, travelling cages and equipment. — Weston, 283 Park Road. (250, 491, 460, 542)
classified-ad: TOMATOES! Improved "Kandine," smooth red. Fresh seed. Results high. 3/3 50. — Sanders, Box 931, Auckland. (24, 1656, 234, 1694)
dealer-footer: PORTER MOTORS LTD., (1414, 1098, 1576, 1113)
